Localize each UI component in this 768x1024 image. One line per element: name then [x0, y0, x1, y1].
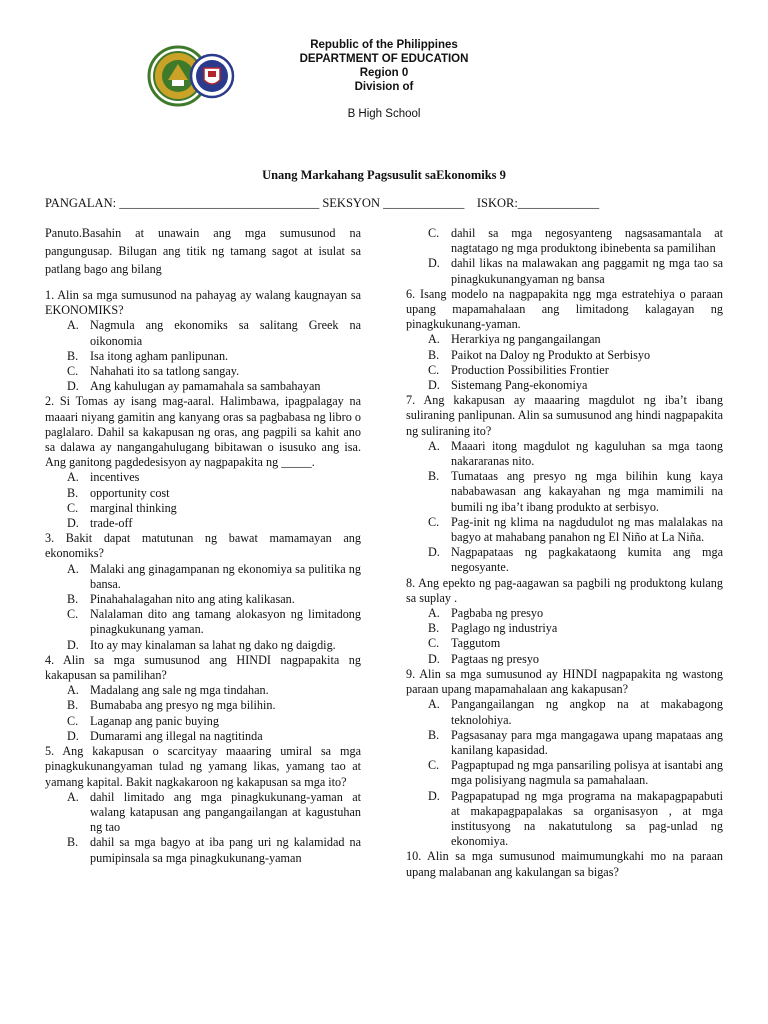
option-letter: A. — [67, 561, 79, 576]
option-letter: D. — [428, 545, 440, 560]
header-region: Region 0 — [359, 67, 409, 79]
option-letter: D. — [428, 651, 440, 666]
option-text: Paglago ng industriya — [451, 621, 558, 636]
option-text: Pinahahalagahan nito ang ating kalikasan. — [90, 592, 295, 607]
answer-option[interactable] — [45, 470, 361, 485]
option-letter: B. — [428, 621, 440, 636]
right-question-list — [406, 287, 723, 880]
answer-option[interactable] — [45, 790, 361, 836]
answer-options — [45, 790, 361, 866]
option-letter: A. — [67, 789, 79, 804]
option-text: Madalang ang sale ng mga tindahan. — [90, 683, 269, 698]
left-question-list — [45, 288, 361, 866]
header-republic: Republic of the Philippines — [310, 39, 458, 51]
option-text: Nagmula ang ekonomiks sa salitang Greek na oikonomia — [90, 318, 361, 348]
school-name: B High School — [347, 108, 421, 120]
option-text: Ang kahulugan ay pamamahala sa sambahayan — [90, 379, 321, 394]
score-field[interactable]: ISKOR:_____________ — [476, 196, 600, 210]
right-column — [406, 226, 723, 880]
option-letter: C. — [428, 758, 440, 773]
option-letter: C. — [428, 636, 440, 651]
answer-option[interactable] — [406, 439, 723, 469]
option-text: Herarkiya ng pangangailangan — [451, 332, 601, 347]
option-letter: B. — [428, 347, 440, 362]
document-header — [0, 38, 768, 94]
question-item — [45, 744, 361, 866]
option-text: Pangangailangan ng angkop na at makabagong teknolohiya. — [451, 697, 723, 727]
answer-options — [406, 332, 723, 393]
question-item — [406, 287, 723, 393]
option-text: Nahahati ito sa tatlong sangay. — [90, 364, 240, 379]
question-item — [406, 393, 723, 575]
answer-option[interactable] — [406, 348, 723, 363]
answer-option[interactable] — [45, 364, 361, 379]
option-letter: D. — [67, 379, 79, 394]
option-letter: A. — [67, 470, 79, 485]
question-item — [406, 849, 723, 879]
answer-options — [45, 683, 361, 744]
option-text: dahil sa mga negosyanteng nagsasamantala at nagtatago ng mga produktong ibinebenta sa pamilihan — [451, 226, 723, 256]
question-text: 2. Si Tomas ay isang mag-aaral. Halimbawa, ipagpalagay na maaari niyang gamitin ang kanyang oras sa pagbabasa ng libro o paglalaro. Dahil sa kakapusan ng oras, ang pagpili sa kahit ano sa dalawa ay nangangahulugang bibitawan o isusuko ang isa. Ang ganitong pagdedesisyon ay nagpapakita ng _____. — [45, 394, 361, 470]
question-item — [45, 531, 361, 653]
question-text: 1. Alin sa mga sumusunod na pahayag ay walang kaugnayan sa EKONOMIKS? — [45, 288, 361, 318]
answer-options — [45, 318, 361, 394]
option-text: Nalalaman dito ang tamang alokasyon ng limitadong pinagkukunang yaman. — [90, 607, 361, 637]
option-letter: A. — [428, 697, 440, 712]
option-text: Bumababa ang presyo ng mga bilihin. — [90, 698, 276, 713]
answer-option[interactable] — [406, 378, 723, 393]
option-text: trade-off — [90, 516, 133, 531]
option-text: opportunity cost — [90, 485, 170, 500]
answer-option[interactable] — [406, 652, 723, 667]
answer-option[interactable] — [406, 758, 723, 788]
option-letter: B. — [67, 835, 79, 850]
option-text: Nagpapataas ng pagkakataong kumita ang mga negosyante. — [451, 545, 723, 575]
option-letter: B. — [67, 348, 79, 363]
option-letter: B. — [67, 592, 79, 607]
answer-option[interactable] — [45, 379, 361, 394]
option-text: Laganap ang panic buying — [90, 713, 219, 728]
header-division: Division of — [354, 81, 414, 93]
option-text: dahil limitado ang mga pinagkukunang-yaman at walang katapusan ang pangangailangan at kagustuhan ng tao — [90, 789, 361, 835]
option-text: Production Possibilities Frontier — [451, 362, 609, 377]
option-text: Taggutom — [451, 636, 501, 651]
question-text: 9. Alin sa mga sumusunod ay HINDI nagpapakita ng wastong paraan upang mapamahalaan ang kakapusan? — [406, 666, 723, 697]
option-letter: B. — [428, 469, 440, 484]
question-item — [45, 653, 361, 744]
answer-option[interactable] — [406, 332, 723, 347]
answer-option[interactable] — [45, 729, 361, 744]
option-text: Pag-init ng klima na nagdudulot ng mas malalakas na bagyo at mahabang panahon ng El Niño at La Niña. — [451, 514, 723, 545]
option-text: Tumataas ang presyo ng mga bilihin kung kaya nababawasan ang kakayahan ng mga mamimili na bumili ng iba’t ibang produkto at serbisyo. — [451, 469, 723, 514]
option-letter: C. — [428, 226, 440, 240]
option-text: Malaki ang ginagampanan ng ekonomiya sa pulitika ng bansa. — [90, 561, 361, 591]
answer-option[interactable] — [406, 363, 723, 378]
answer-options — [45, 470, 361, 531]
answer-option[interactable] — [406, 515, 723, 545]
option-text: Maaari itong magdulot ng kaguluhan sa mga taong nakararanas nito. — [451, 438, 723, 469]
option-text: Pagsasanay para mga mangagawa upang mapataas ang kanilang kapasidad. — [451, 727, 723, 757]
answer-option[interactable] — [45, 562, 361, 592]
question-text: 10. Alin sa mga sumusunod maimumungkahi mo na paraan upang malabanan ang kakulangan sa bigas? — [406, 849, 723, 879]
option-text: dahil likas na malawakan ang paggamit ng mga tao sa pinagkukunangyaman ng bansa — [451, 256, 723, 286]
exam-title: Unang Markahang Pagsusulit saEkonomiks 9 — [262, 168, 506, 182]
answer-option[interactable] — [45, 607, 361, 637]
answer-option[interactable] — [406, 226, 723, 256]
answer-options — [406, 697, 723, 849]
question-item — [406, 576, 723, 667]
answer-option[interactable] — [45, 349, 361, 364]
option-letter: C. — [428, 514, 440, 529]
answer-option[interactable] — [45, 318, 361, 348]
option-text: incentives — [90, 470, 140, 485]
option-text: Isa itong agham panlipunan. — [90, 348, 229, 363]
question-text: 8. Ang epekto ng pag-aagawan sa pagbili ng produktong kulang sa suplay . — [406, 575, 723, 605]
option-text: Pagpapatupad ng mga programa na makapagpapabuti at makapagpapalakas sa organisasyon , at mga institusyong na nakatutulong sa pag-unlad ng ekonomiya. — [451, 788, 723, 849]
answer-option[interactable] — [406, 606, 723, 621]
question-item — [45, 288, 361, 394]
question-item — [406, 667, 723, 849]
option-letter: A. — [67, 318, 79, 333]
question-text: 5. Ang kakapusan o scarcityay maaaring umiral sa mga pinagkukunangyaman tulad ng yamang likas, yamang tao at yamang kapital. Bakit nagkakaroon ng kakapusan sa mga ito? — [45, 744, 361, 789]
answer-option[interactable] — [406, 728, 723, 758]
option-letter: B. — [67, 485, 79, 500]
answer-option[interactable] — [45, 501, 361, 516]
answer-option[interactable] — [45, 835, 361, 865]
section-field[interactable]: SEKSYON _____________ — [322, 196, 465, 210]
option-text: dahil sa mga bagyo at iba pang uri ng kalamidad na pumipinsala sa mga pinagkukunang-yaman — [90, 835, 361, 865]
answer-option[interactable] — [406, 636, 723, 651]
question-item — [45, 394, 361, 531]
question-5-continued-options — [406, 226, 723, 287]
option-letter: D. — [428, 788, 440, 803]
option-letter: C. — [67, 713, 79, 728]
option-letter: C. — [67, 607, 79, 622]
option-text: Sistemang Pang-ekonomiya — [451, 378, 588, 393]
answer-option[interactable] — [45, 592, 361, 607]
option-text: marginal thinking — [90, 500, 177, 515]
question-text: 6. Isang modelo na nagpapakita ngg mga estratehiya o paraan upang mapamahalaan ang limitadong kalagayan ng pinagkukunang-yaman. — [406, 286, 723, 332]
answer-option[interactable] — [406, 697, 723, 727]
question-text: 4. Alin sa mga sumusunod ang HINDI nagpapakita ng kakapusan sa pamilihan? — [45, 652, 361, 683]
option-letter: A. — [67, 683, 79, 698]
option-letter: D. — [67, 637, 79, 652]
answer-option[interactable] — [45, 714, 361, 729]
option-letter: A. — [428, 606, 440, 621]
option-letter: D. — [67, 516, 79, 531]
answer-option[interactable] — [406, 256, 723, 286]
option-text: Pagpaptupad ng mga pansariling polisya at isantabi ang mga polisiyang nagmula sa pamahalaan. — [451, 758, 723, 788]
option-letter: A. — [428, 438, 440, 453]
question-text: 3. Bakit dapat matutunan ng bawat mamamayan ang ekonomiks? — [45, 531, 361, 561]
answer-option[interactable] — [45, 638, 361, 653]
option-text: Paikot na Daloy ng Produkto at Serbisyo — [451, 347, 651, 362]
header-department: DEPARTMENT OF EDUCATION — [299, 53, 469, 65]
answer-option[interactable] — [45, 698, 361, 713]
instructions: Panuto.Basahin at unawain ang mga sumusunod na pangungusap. Bilugan ang titik ng tamang sagot at isulat sa patlang bago ang bilang — [45, 226, 361, 276]
answer-option[interactable] — [406, 621, 723, 636]
student-info-line — [45, 196, 735, 211]
option-text: Dumarami ang illegal na nagtitinda — [90, 728, 263, 743]
option-letter: B. — [428, 727, 440, 742]
option-letter: D. — [428, 378, 440, 393]
left-column — [45, 224, 361, 866]
question-text: 7. Ang kakapusan ay maaaring magdulot ng iba’t ibang suliraning panlipunan. Alin sa sumusunod ang hindi nagpapakita ng suliraning ito? — [406, 393, 723, 438]
option-letter: D. — [67, 728, 79, 743]
option-letter: B. — [67, 698, 79, 713]
option-letter: D. — [428, 256, 440, 271]
option-letter: C. — [428, 362, 440, 377]
option-letter: A. — [428, 332, 440, 347]
option-text: Ito ay may kinalaman sa lahat ng dako ng daigdig. — [90, 637, 336, 652]
option-text: Pagbaba ng presyo — [451, 606, 544, 621]
answer-option[interactable] — [45, 486, 361, 501]
answer-option[interactable] — [45, 516, 361, 531]
answer-option[interactable] — [45, 683, 361, 698]
option-letter: C. — [67, 364, 79, 379]
answer-options — [406, 439, 723, 576]
option-text: Pagtaas ng presyo — [451, 651, 540, 666]
answer-option[interactable] — [406, 545, 723, 575]
answer-option[interactable] — [406, 469, 723, 515]
answer-option[interactable] — [406, 789, 723, 850]
answer-options — [45, 562, 361, 653]
option-letter: C. — [67, 500, 79, 515]
answer-options — [406, 606, 723, 667]
name-field[interactable]: PANGALAN: ________________________________ — [45, 196, 320, 210]
